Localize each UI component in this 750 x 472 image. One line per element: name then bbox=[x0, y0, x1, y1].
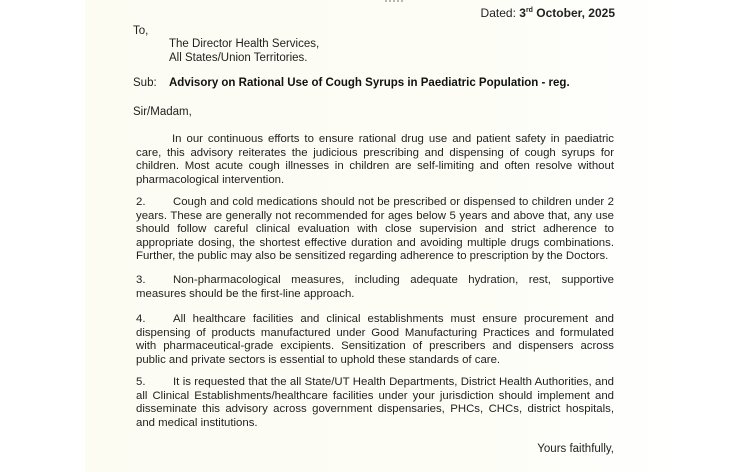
to-label: To, bbox=[133, 25, 149, 37]
paragraph-number: 3. bbox=[136, 274, 146, 286]
salutation: Sir/Madam, bbox=[133, 106, 192, 118]
paragraph-text: Cough and cold medications should not be prescribed or dispensed to children under 2 years. These are generally not recommended for ages below 5 years and above that, any use should follow careful clinical evaluation with close supervision and strict adherence to appropriate dosing, the shortest effective duration and avoiding multiple drugs combinations. Further, the public may also be sensitized regarding adherence to prescription by the Doctors. bbox=[136, 196, 614, 263]
recipient-line-1: The Director Health Services, bbox=[169, 38, 320, 50]
header-mark bbox=[385, 0, 403, 5]
paragraph-1 bbox=[136, 133, 614, 187]
date-month-year: October, 2025 bbox=[536, 6, 615, 20]
paragraph-5 bbox=[136, 376, 614, 430]
paragraph-text: In our continuous efforts to ensure rational drug use and patient safety in paediatric care, this advisory reiterates the judicious prescribing and dispensing of cough syrups for children. Most acute cough illnesses in children are self-limiting and often resolve without pharmacological intervention. bbox=[136, 133, 614, 186]
letter-date bbox=[481, 6, 615, 20]
paragraph-number: 2. bbox=[136, 196, 146, 208]
paragraph-text: It is requested that the all State/UT Health Departments, District Health Authorities, and all Clinical Establishments/healthcare facilities under your jurisdiction should implement and disseminate this advisory across government dispensaries, PHCs, CHCs, district hospitals, and medical institutions. bbox=[136, 376, 614, 429]
paragraph-4 bbox=[136, 313, 614, 367]
paragraph-3 bbox=[136, 274, 614, 301]
paragraph-text: Non-pharmacological measures, including adequate hydration, rest, supportive measures should be the first-line approach. bbox=[136, 274, 614, 300]
date-label: Dated: bbox=[480, 6, 516, 20]
recipient-line-2: All States/Union Territories. bbox=[169, 51, 308, 64]
subject-text: Advisory on Rational Use of Cough Syrups in Paediatric Population - reg. bbox=[169, 77, 570, 89]
paragraph-number: 5. bbox=[136, 376, 146, 388]
paragraph-number: 4. bbox=[136, 313, 146, 325]
closing-signoff: Yours faithfully, bbox=[537, 443, 614, 455]
date-day: 3 bbox=[519, 6, 526, 20]
recipient-address bbox=[169, 38, 319, 65]
date-suffix: rd bbox=[525, 7, 533, 14]
subject-label: Sub: bbox=[133, 77, 157, 89]
paragraph-text: All healthcare facilities and clinical establishments must ensure procurement and dispensing of products manufactured under Good Manufacturing Practices and formulated with pharmaceutical-grade excipients. Sensitization of prescribers and dispensers across public and private sectors is essential to uphold these standards of care. bbox=[136, 313, 614, 366]
paragraph-2 bbox=[136, 196, 614, 264]
